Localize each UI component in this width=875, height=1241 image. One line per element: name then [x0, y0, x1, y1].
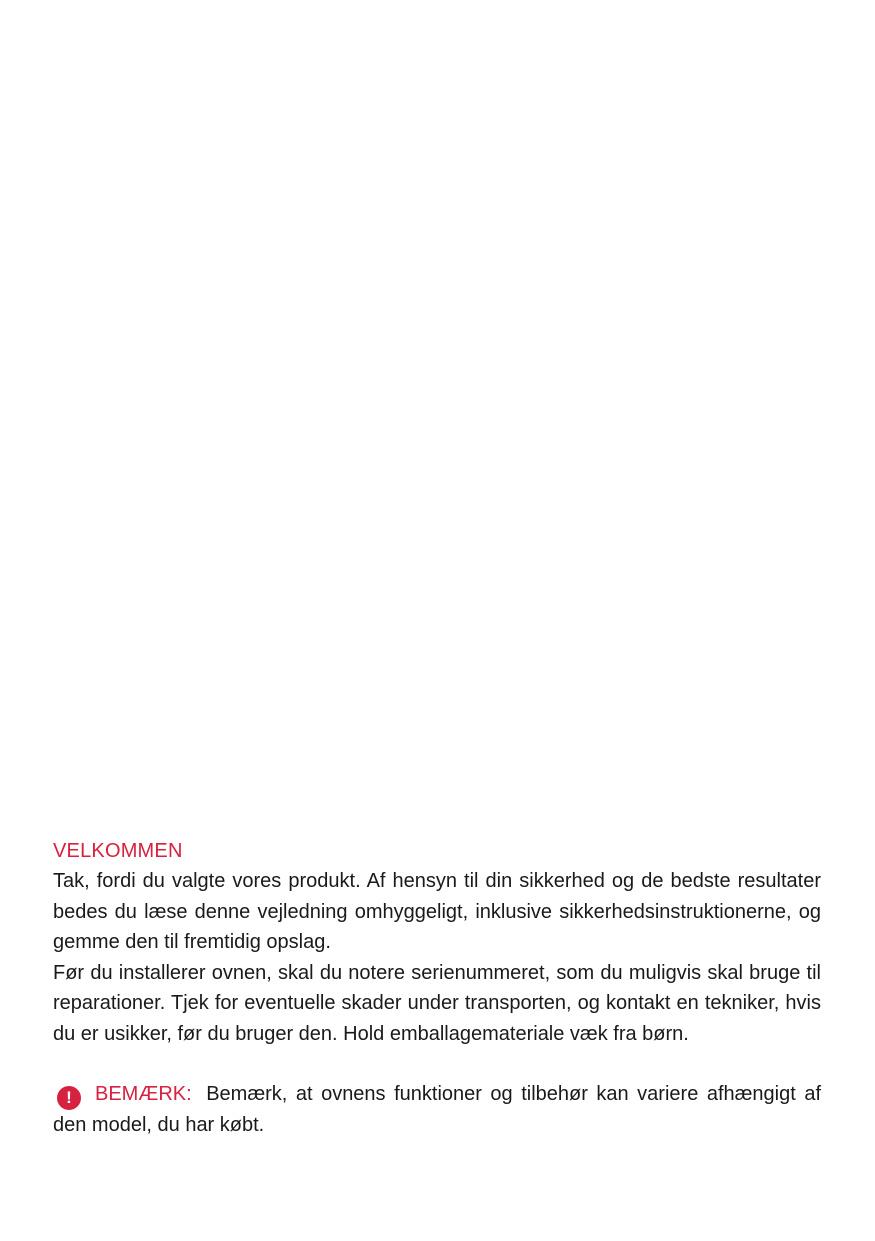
- intro-paragraph: Tak, fordi du valgte vores produkt. Af hensyn til din sikkerhed og de bedste resultater bedes du læse denne vejledning omhyggeligt, inklusive sikkerhedsinstruktionerne, og gemme den til fremtidig opslag.: [53, 870, 821, 953]
- section-heading: VELKOMMEN: [53, 840, 183, 862]
- exclamation-circle-icon: !: [57, 1086, 81, 1110]
- installation-paragraph: Før du installerer ovnen, skal du notere serienummeret, som du muligvis skal bruge til reparationer. Tjek for eventuelle skader under transporten, og kontakt en tekniker, hvis du er usikker, før du bruger den. Hold emballagemateriale væk fra børn.: [53, 961, 821, 1045]
- note-label: BEMÆRK:: [95, 1083, 192, 1105]
- note-text: Bemærk, at ovnens funktioner og tilbehør kan variere afhængigt af den model, du har købt.: [53, 1083, 821, 1136]
- note-block: [53, 1079, 821, 1141]
- welcome-section: [53, 836, 821, 1141]
